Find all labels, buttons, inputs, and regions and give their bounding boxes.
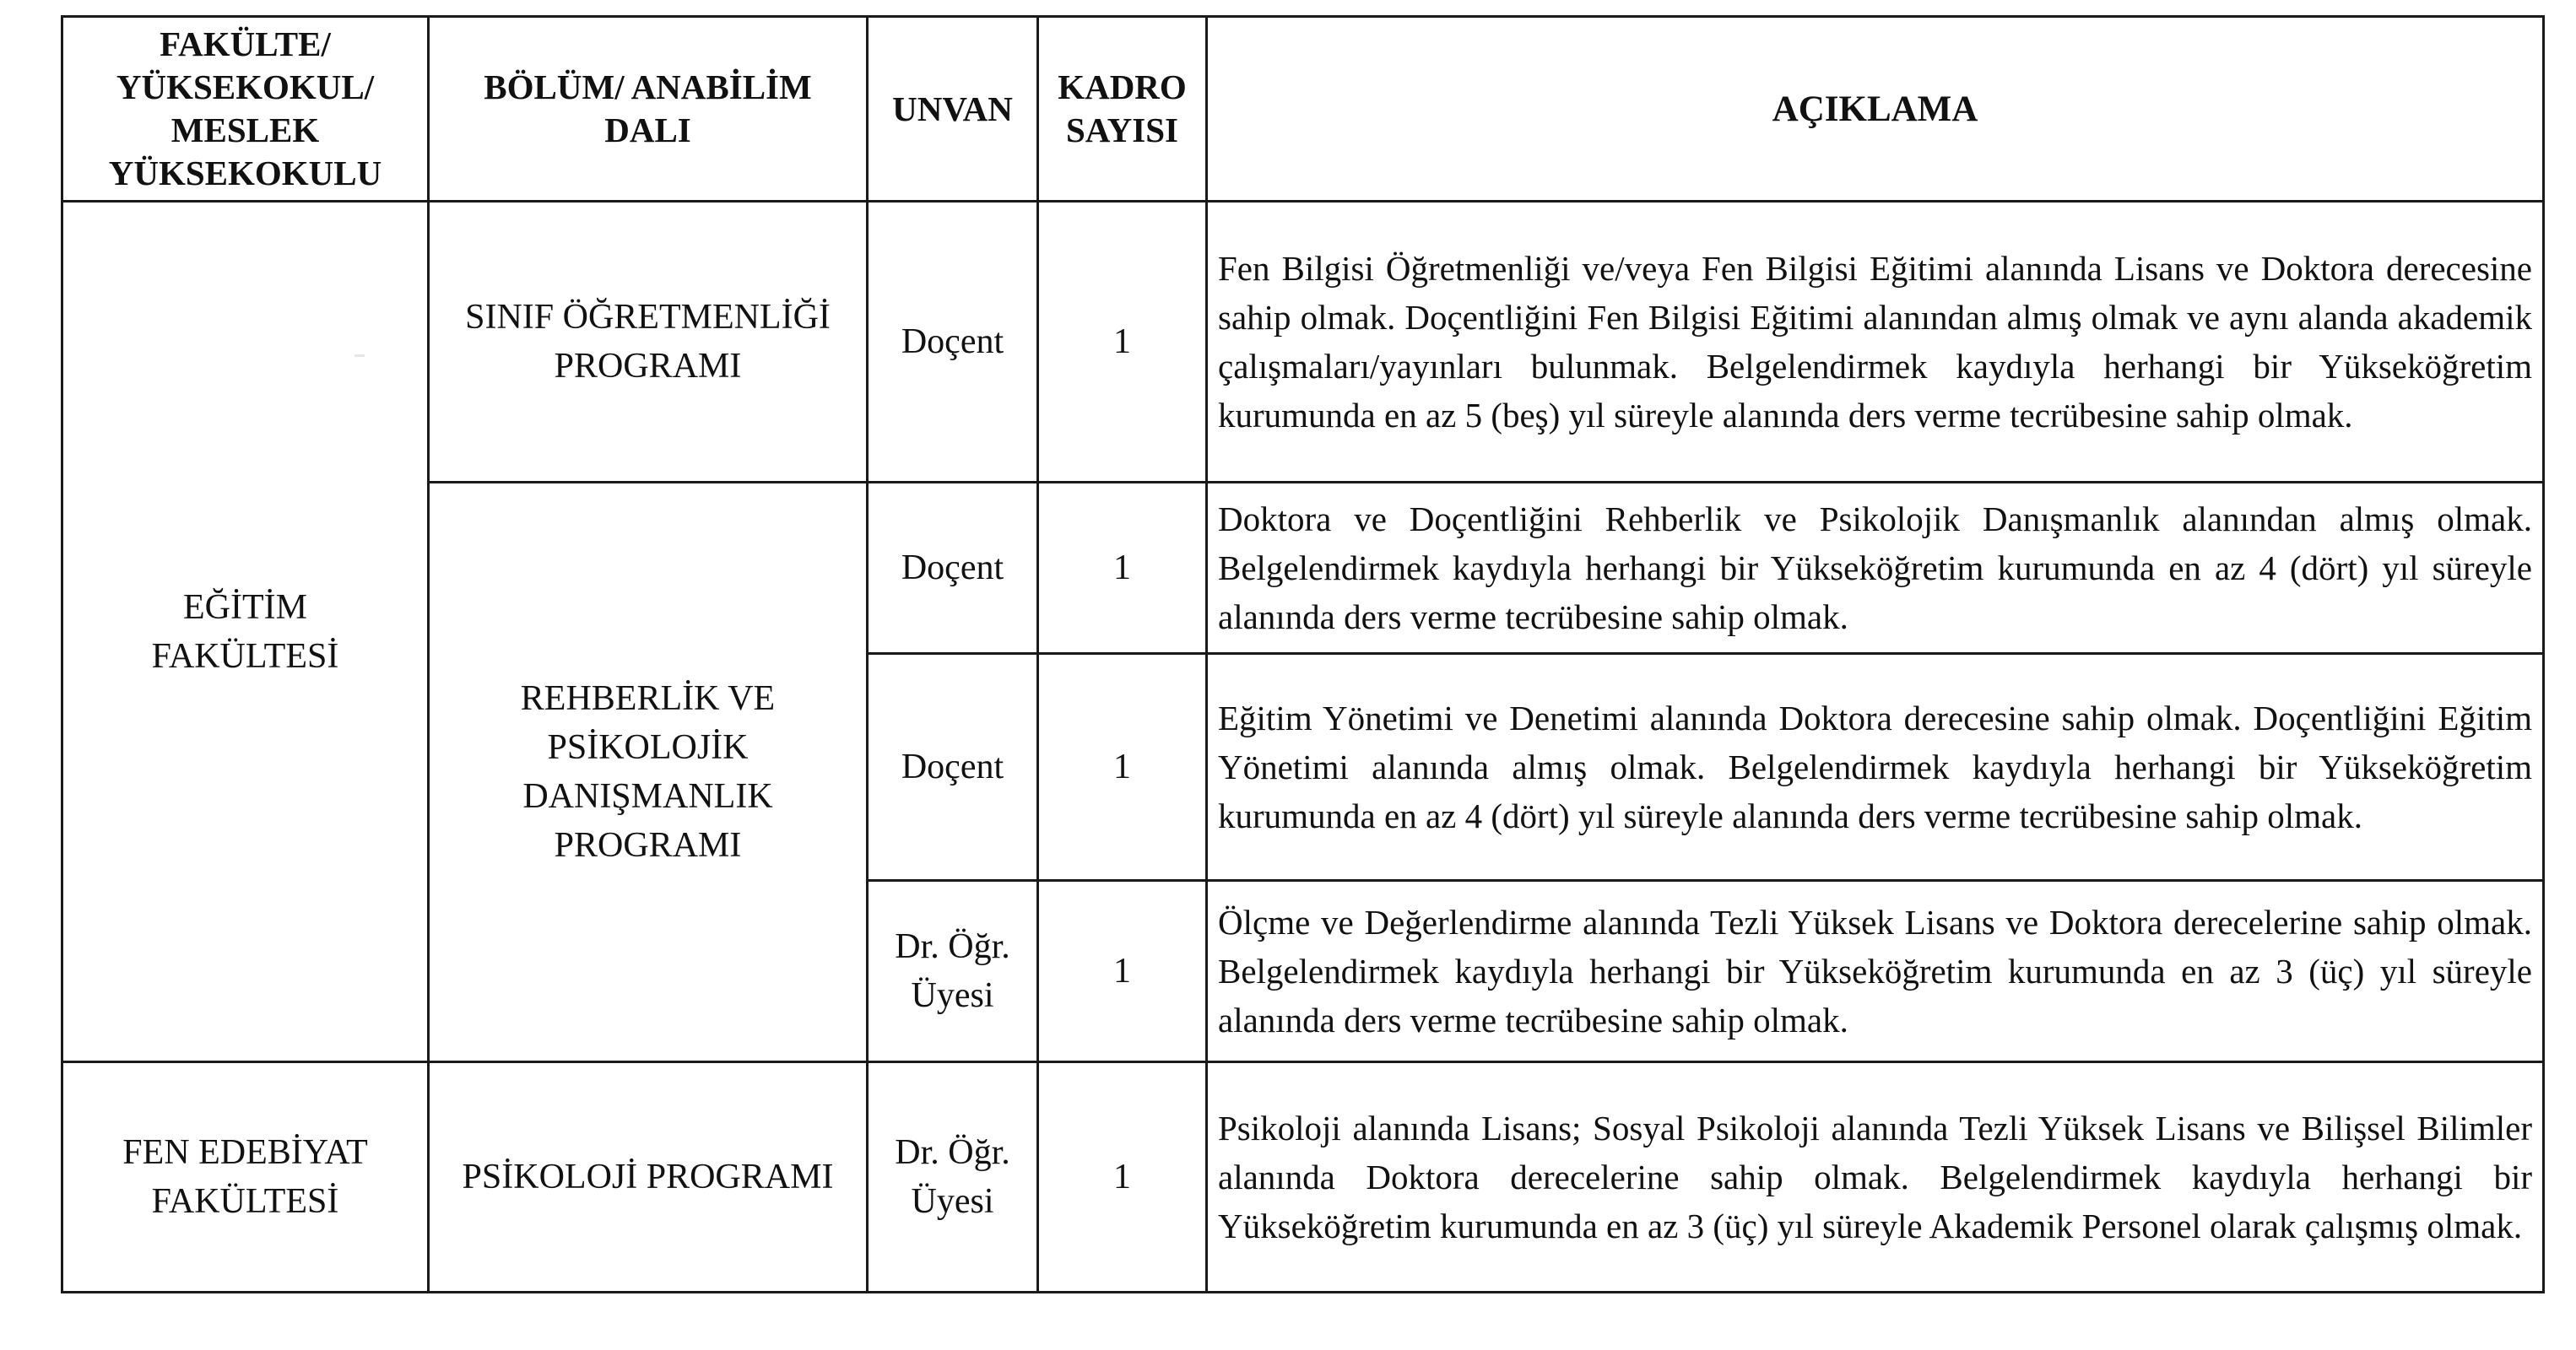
table-row — [62, 483, 2544, 654]
title-cell: Doçent — [868, 654, 1038, 881]
title-cell: Doçent — [868, 483, 1038, 654]
description-cell: Ölçme ve Değerlendirme alanında Tezli Yüksek Lisans ve Doktora derecelerine sahip olmak. Belgelendirmek kaydıyla herhangi bir Yükseköğretim kurumunda en az 3 (üç) yıl süreyle alanında ders verme tecrübesine sahip olmak. — [1207, 881, 2544, 1062]
header-count: KADRO SAYISI — [1038, 17, 1207, 202]
description-cell: Eğitim Yönetimi ve Denetimi alanında Doktora derecesine sahip olmak. Doçentliğini Eğitim Yönetimi alanında almış olmak. Belgelendirmek kaydıyla herhangi bir Yükseköğretim kurumunda en az 4 (dört) yıl süreyle alanında ders verme tecrübesine sahip olmak. — [1207, 654, 2544, 881]
count-cell: 1 — [1038, 1062, 1207, 1293]
faculty-cell-fen-edebiyat: FEN EDEBİYAT FAKÜLTESİ — [62, 1062, 429, 1293]
header-department: BÖLÜM/ ANABİLİM DALI — [429, 17, 868, 202]
description-cell: Doktora ve Doçentliğini Rehberlik ve Psikolojik Danışmanlık alanından almış olmak. Belgelendirmek kaydıyla herhangi bir Yükseköğretim kurumunda en az 4 (dört) yıl süreyle alanında ders verme tecrübesine sahip olmak. — [1207, 483, 2544, 654]
title-cell: Doçent — [868, 202, 1038, 483]
department-cell-psikoloji: PSİKOLOJİ PROGRAMI — [429, 1062, 868, 1293]
count-cell: 1 — [1038, 202, 1207, 483]
table-row — [62, 1062, 2544, 1293]
header-title: UNVAN — [868, 17, 1038, 202]
faculty-cell-egitim: EĞİTİM FAKÜLTESİ — [62, 202, 429, 1062]
staff-positions-table — [61, 15, 2545, 1293]
header-description: AÇIKLAMA — [1207, 17, 2544, 202]
count-cell: 1 — [1038, 654, 1207, 881]
header-faculty: FAKÜLTE/ YÜKSEKOKUL/ MESLEK YÜKSEKOKULU — [62, 17, 429, 202]
description-cell: Psikoloji alanında Lisans; Sosyal Psikoloji alanında Tezli Yüksek Lisans ve Bilişsel Bilimler alanında Doktora derecelerine sahip olmak. Belgelendirmek kaydıyla herhangi bir Yükseköğretim kurumunda en az 3 (üç) yıl süreyle Akademik Personel olarak çalışmış olmak. — [1207, 1062, 2544, 1293]
department-cell-rehberlik: REHBERLİK VE PSİKOLOJİK DANIŞMANLIK PROGRAMI — [429, 483, 868, 1062]
department-cell-sinif: SINIF ÖĞRETMENLİĞİ PROGRAMI — [429, 202, 868, 483]
description-cell: Fen Bilgisi Öğretmenliği ve/veya Fen Bilgisi Eğitimi alanında Lisans ve Doktora derecesine sahip olmak. Doçentliğini Fen Bilgisi Eğitimi alanından almış olmak ve aynı alanda akademik çalışmaları/yayınları bulunmak. Belgelendirmek kaydıyla herhangi bir Yükseköğretim kurumunda en az 5 (beş) yıl süreyle alanında ders verme tecrübesine sahip olmak. — [1207, 202, 2544, 483]
title-cell: Dr. Öğr. Üyesi — [868, 881, 1038, 1062]
count-cell: 1 — [1038, 881, 1207, 1062]
table-header-row — [62, 17, 2544, 202]
title-cell: Dr. Öğr. Üyesi — [868, 1062, 1038, 1293]
count-cell: 1 — [1038, 483, 1207, 654]
table-row — [62, 202, 2544, 483]
